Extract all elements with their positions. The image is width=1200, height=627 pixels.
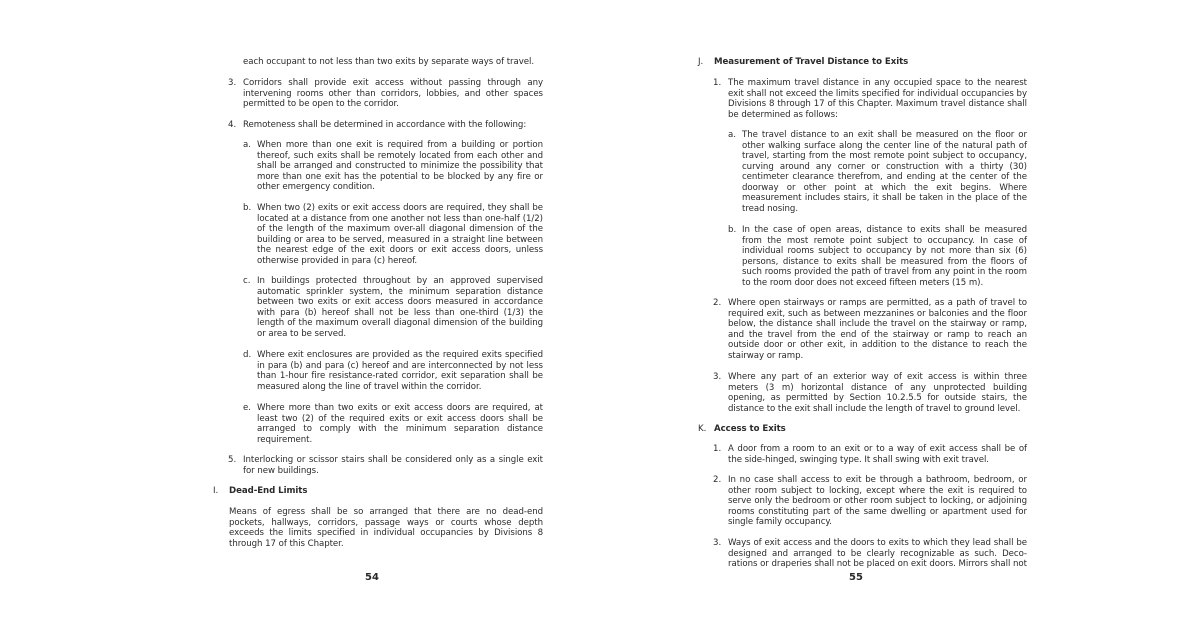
item-2-text: Where open stairways or ramps are permitted, as a path of travel to required exit, such as between mezzanines or balconies and the floor below, the distance shall include the travel on the stairway or ramp, and the travel from the end of the stairway or ramp to reach an outside door or other exit, in addition to the distance to reach the stairway or ramp. (728, 298, 1027, 361)
item-4b-text: When two (2) exits or exit access doors are required, they shall be located at a distance from one another not less than one-half (1/2) of the length of the maximum over-all diagonal dimension of the building or area to be served, measured in a straight line between the nearest edge of the exit doors or exit access doors, unless otherwise provided in para (c) hereof. (257, 203, 543, 266)
item-4a-text: When more than one exit is required from a building or portion thereof, such exits shall be remotely located from each other and shall be arranged and constructed to minimize the possibility that more than one exit has the potential to be blocked by any fire or other emergency condition. (257, 140, 543, 192)
item-3-text: Corridors shall provide exit access without passing through any intervening rooms other than corridors, lobbies, and other spaces permitted to be open to the corridor. (243, 78, 543, 109)
item-k1-text: A door from a room to an exit or to a way of exit access shall be of the side-hinged, swinging type. It shall swing with exit travel. (728, 444, 1027, 465)
item-1b-text: In the case of open areas, distance to exits shall be measured from the most remote point subject to occupancy. In case of individual rooms subject to occupancy by not more than six (6) persons, distance to exits shall be measured from the floors of such rooms provided the path of travel from any point in the room to the room door does not exceed fifteen meters (15 m). (742, 225, 1027, 288)
item-k3-text: Ways of exit access and the doors to exits to which they lead shall be designed and arranged to be clearly recognizable as such. Deco-rations or draperies shall not be placed on exit doors. Mirrors shall not (728, 538, 1027, 569)
item-2-number: 2. (713, 298, 722, 308)
item-4-text: Remoteness shall be determined in accordance with the following: (243, 120, 527, 130)
item-5-number: 5. (228, 455, 237, 465)
section-k-heading: Access to Exits (714, 424, 786, 434)
item-k2-text: In no case shall access to exit be through a bathroom, bedroom, or other room subject to locking, except where the exit is required to serve only the bedroom or other room subject to locking, or adjoining rooms constituting part of the same dwelling or apartment used for single family occupancy. (728, 475, 1027, 527)
item-1b-letter: b. (728, 225, 737, 235)
item-4c-letter: c. (243, 276, 251, 286)
item-4e-letter: e. (243, 403, 252, 413)
item-k1-number: 1. (713, 444, 722, 454)
continuation-text: each occupant to not less than two exits by separate ways of travel. (243, 57, 535, 67)
section-j-heading: Measurement of Travel Distance to Exits (714, 57, 909, 67)
item-5-text: Interlocking or scissor stairs shall be considered only as a single exit for new buildings. (243, 455, 543, 476)
item-3-number: 3. (228, 78, 237, 88)
section-i-number: I. (213, 486, 219, 496)
page-number: 54 (365, 572, 379, 583)
page-55 (600, 0, 1200, 627)
item-1-text: The maximum travel distance in any occupied space to the nearest exit shall not exceed the limits specified for individual occupancies by Divisions 8 through 17 of this Chapter. Maximum travel distance shall be determined as follows: (728, 78, 1027, 120)
item-4-number: 4. (228, 120, 237, 130)
item-4e-text: Where more than two exits or exit access doors are required, at least two (2) of the required exits or exit access doors shall be arranged to comply with the minimum separation distance requirement. (257, 403, 543, 445)
item-3-text: Where any part of an exterior way of exit access is within three meters (3 m) horizontal distance of any unprotected building opening, as permitted by Section 10.2.5.5 for outside stairs, the distance to the exit shall include the length of travel to ground level. (728, 372, 1027, 414)
item-k2-number: 2. (713, 475, 722, 485)
item-1a-text: The travel distance to an exit shall be measured on the floor or other walking surface along the center line of the natural path of travel, starting from the most remote point subject to occupancy, curving around any corner or construction with a thirty (30) centimeter clearance therefrom, and ending at the center of the doorway or other point at which the exit begins. Where measurement includes stairs, it shall be taken in the place of the tread nosing. (742, 130, 1027, 214)
item-3-number: 3. (713, 372, 722, 382)
item-1-number: 1. (713, 78, 722, 88)
section-i-heading: Dead-End Limits (229, 486, 308, 496)
item-k3-number: 3. (713, 538, 722, 548)
item-4c-text: In buildings protected throughout by an approved supervised automatic sprinkler system, the minimum separation distance between two exits or exit access doors measured in accordance with para (b) hereof shall not be less than one-third (1/3) the length of the maximum overall diagonal dimension of the building or area to be served. (257, 276, 543, 339)
item-4d-letter: d. (243, 350, 252, 360)
item-4d-text: Where exit enclosures are provided as the required exits specified in para (b) and para (c) hereof and are interconnected by not less than 1-hour fire resistance-rated corridor, exit separation shall be measured along the line of travel within the corridor. (257, 350, 543, 392)
section-j-number: J. (698, 57, 704, 67)
section-k-number: K. (698, 424, 707, 434)
item-4b-letter: b. (243, 203, 252, 213)
item-4a-letter: a. (243, 140, 251, 150)
item-1a-letter: a. (728, 130, 736, 140)
section-i-text: Means of egress shall be so arranged that there are no dead-end pockets, hallways, corridors, passage ways or courts whose depth exceeds the limits specified in individual occupancies by Divisions 8 through 17 of this Chapter. (229, 507, 543, 549)
page-number: 55 (849, 572, 863, 583)
